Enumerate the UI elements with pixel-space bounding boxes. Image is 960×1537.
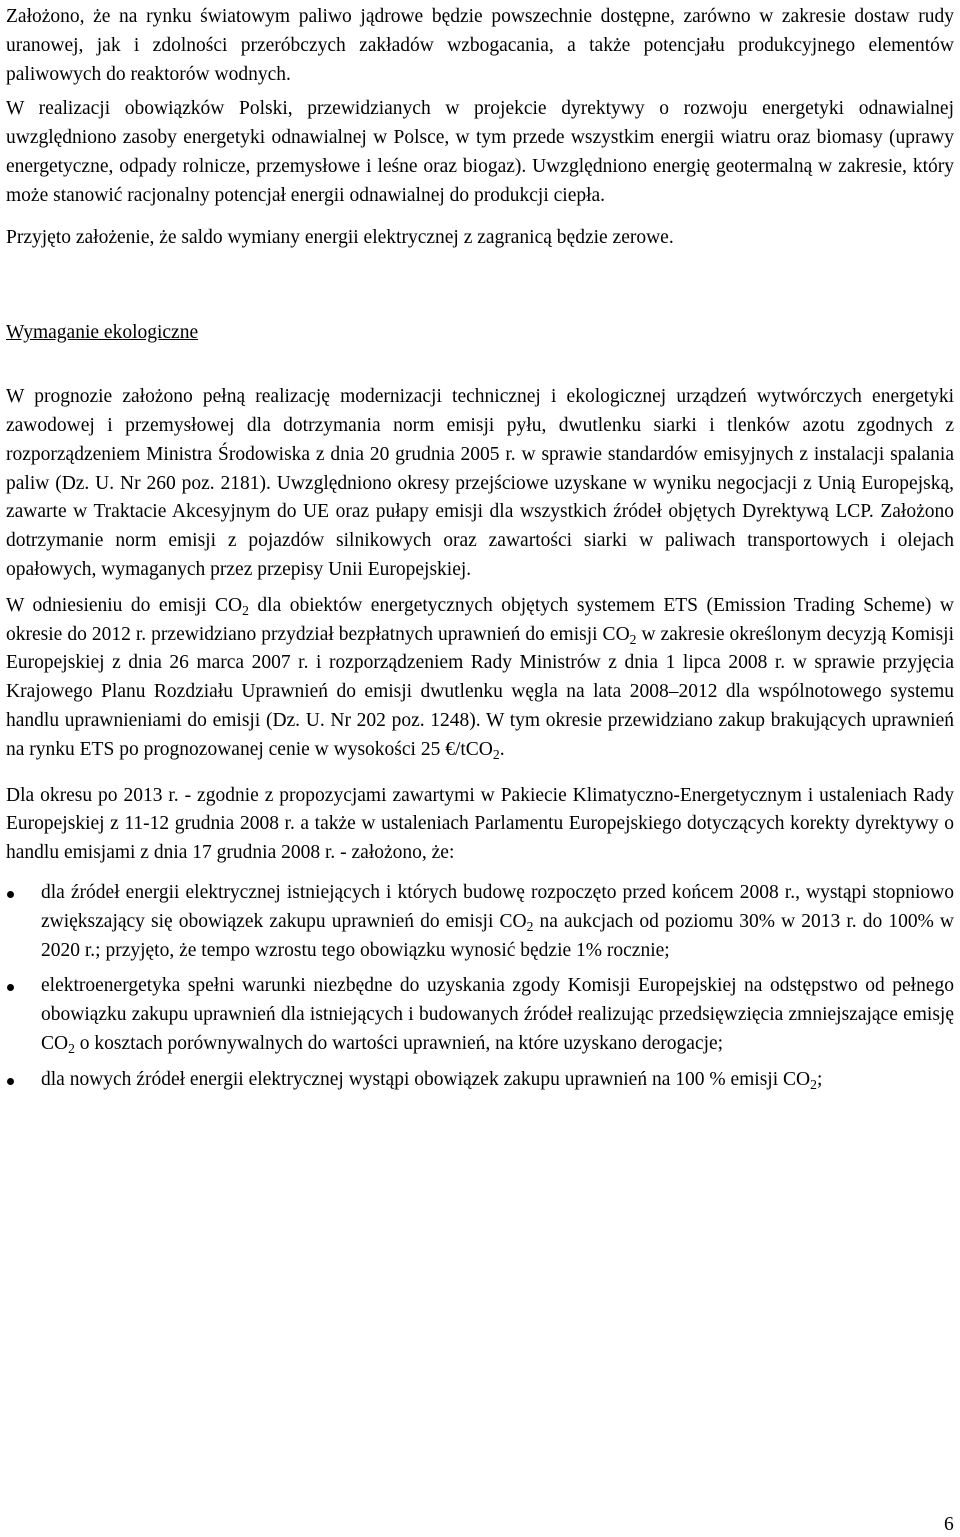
text-segment: dla obiektów energetycznych objętych systemem ETS (Emission Trading Scheme) w okresie do 2012 r. przewidziano przydział bezpłatnych uprawnień do emisji CO bbox=[6, 594, 954, 645]
subscript: 2 bbox=[810, 1076, 817, 1092]
document-page bbox=[6, 0, 954, 1095]
text-segment: . bbox=[499, 738, 505, 760]
paragraph-nuclear-fuel: Założono, że na rynku światowym paliwo jądrowe będzie powszechnie dostępne, zarówno w zakresie dostaw rudy uranowej, jak i zdolności przeróbczych zakładów wzbogacania, a także potencjału produkcyjnego elementów paliwowych do reaktorów wodnych. bbox=[6, 6, 954, 85]
paragraph-renewable-energy: W realizacji obowiązków Polski, przewidzianych w projekcie dyrektywy o rozwoju energetyki odnawialnej uwzględniono zasoby energetyki odnawialnej w Polsce, w tym przede wszystkim energii wiatru oraz biomasy (uprawy energetyczne, odpady rolnicze, przemysłowe i leśne oraz biogaz). Uwzględniono energię geotermalną w zakresie, który może stanowić racjonalny potencjał energii odnawialnej do produkcji ciepła. bbox=[6, 98, 954, 206]
text-segment: elektroenergetyka spełni warunki niezbędne do uzyskania zgody Komisji Europejskiej na odstępstwo od pełnego obowiązku zakupu uprawnień dla istniejących i budowanych źródeł realizując przedsięwzięcia zmniejszające emisję CO bbox=[41, 975, 954, 1054]
bullet-icon bbox=[7, 984, 14, 991]
text-segment: ; bbox=[816, 1068, 823, 1090]
bullet-list bbox=[6, 879, 954, 1095]
paragraph-exchange-balance: Przyjęto założenie, że saldo wymiany energii elektrycznej z zagranicą będzie zerowe. bbox=[6, 226, 674, 248]
paragraph-co2-ets bbox=[6, 592, 954, 765]
section-heading: Wymaganie ekologiczne bbox=[6, 322, 199, 344]
subscript: 2 bbox=[526, 918, 534, 934]
text-segment: w zakresie określonym decyzją Komisji Europejskiej z dnia 26 marca 2007 r. i rozporządzeniem Rady Ministrów z dnia 1 lipca 2008 r. w sprawie przyjęcia Krajowego Planu Rozdziału Uprawnień do emisji dwutlenku węgla na lata 2008–2012 dla wspólnotowego systemu handlu uprawnieniami do emisji (Dz. U. Nr 202 poz. 1248). W tym okresie przewidziano zakup brakujących uprawnień na rynku ETS po prognozowanej cenie w wysokości 25 €/tCO bbox=[6, 623, 954, 760]
paragraph-ecological-forecast: W prognozie założono pełną realizację modernizacji technicznej i ekologicznej urządzeń wytwórczych energetyki zawodowej i przemysłowej dla dotrzymania norm emisji pyłu, dwutlenku siarki i tlenków azotu zgodnych z rozporządzeniem Ministra Środowiska z dnia 20 grudnia 2005 r. w sprawie standardów emisyjnych z instalacji spalania paliw (Dz. U. Nr 260 poz. 2181). Uwzględniono okresy przejściowe uzyskane w wyniku negocjacji z Unią Europejską, zawarte w Traktacie Akcesyjnym do UE oraz pułapy emisji dla wszystkich źródeł objętych Dyrektywą LCP. Założono dotrzymanie norm emisji z pojazdów silnikowych oraz zawartości siarki w paliwach transportowych i olejach opałowych, wymaganych przez przepisy Unii Europejskiej. bbox=[6, 386, 954, 580]
subscript: 2 bbox=[68, 1040, 75, 1056]
text-segment: na aukcjach od poziomu 30% w 2013 r. do 100% w 2020 r.; przyjęto, że tempo wzrostu tego obowiązku wynosić będzie 1% rocznie; bbox=[41, 910, 954, 961]
text-segment: o kosztach porównywalnych do wartości uprawnień, na które uzyskano derogacje; bbox=[74, 1032, 724, 1054]
subscript: 2 bbox=[629, 631, 637, 647]
text-segment: dla nowych źródeł energii elektrycznej wystąpi obowiązek zakupu uprawnień na 100 % emisji CO bbox=[41, 1068, 811, 1090]
bullet-icon bbox=[7, 1078, 14, 1085]
text-segment: dla źródeł energii elektrycznej istniejących i których budowę rozpoczęto przed końcem 2008 r., wystąpi stopniowo zwiększający się obowiązek zakupu uprawnień do emisji CO bbox=[41, 881, 954, 932]
list-item bbox=[6, 1066, 954, 1095]
list-item bbox=[6, 879, 954, 965]
list-item bbox=[6, 972, 954, 1058]
page-number: 6 bbox=[944, 1514, 954, 1535]
subscript: 2 bbox=[242, 602, 249, 618]
subscript: 2 bbox=[492, 746, 500, 762]
text-segment: W odniesieniu do emisji CO bbox=[6, 594, 243, 616]
paragraph-post-2013: Dla okresu po 2013 r. - zgodnie z propozycjami zawartymi w Pakiecie Klimatyczno-Energetycznym i ustaleniach Rady Europejskiej z 11-12 grudnia 2008 r. a także w ustaleniach Parlamentu Europejskiego dotyczących korekty dyrektywy o handlu emisjami z dnia 17 grudnia 2008 r. - założono, że: bbox=[6, 784, 954, 864]
bullet-icon bbox=[7, 891, 14, 898]
